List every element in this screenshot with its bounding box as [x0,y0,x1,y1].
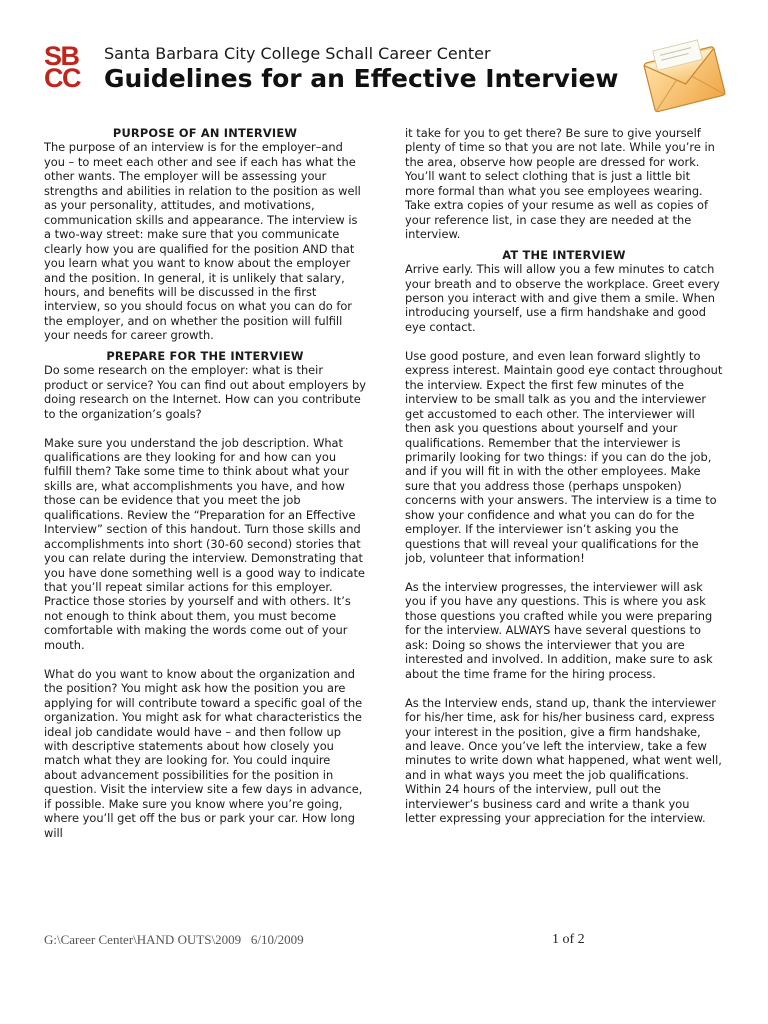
sbcc-logo [44,41,96,93]
at-interview-paragraph-3: As the interview progresses, the interviewer will ask you if you have any questions. This is where you ask those questions you crafted while you were preparing for the interview. ALWAYS have several questions to ask: Doing so shows the interviewer that you are interested and involved. In addition, make sure to ask about the time frame for the hiring process. [405,580,713,681]
envelope-icon [640,32,730,116]
right-column [405,126,723,840]
purpose-heading: PURPOSE OF AN INTERVIEW [112,126,298,140]
prepare-paragraph-2: Make sure you understand the job description. What qualifications are they looking for and how can you fulfill them? Take some time to think about what your skills are, what accomplishments you have, and how those can be evidence that you meet the job qualifications. Review the “Preparation for an Effective Interview” section of this handout. Turn those skills and accomplishments into short (30-60 second) stories that you can relate during the interview. Demonstrating that you have done something well is a good way to indicate that you’ll repeat similar actions for this employer. Practice those stories by yourself and with others. It’s not enough to think about them, you must become comfortable with making the words come out of your mouth. [44,435,365,652]
document-header [44,42,724,102]
at-interview-heading: AT THE INTERVIEW [502,247,626,262]
prepare-paragraph-3: What do you want to know about the organization and the position? You might ask how the position you are applying for will contribute toward a specific goal of the organization. You might ask for what characteristics the ideal job candidate would have – and then follow up with descriptive statements about how closely you match what they are looking for. You could inquire about advancement possibilities for the position in question. Visit the interview site a few days in advance, if possible. Make sure you know where you’re going, where you’ll get off the bus or park your car. How long will [44,666,363,840]
prepare-heading: PREPARE FOR THE INTERVIEW [106,348,304,363]
footer-file-path: G:\Career Center\HAND OUTS\2009 6/10/2009 [44,932,304,947]
document-title: Guidelines for an Effective Interview [104,64,619,93]
continued-paragraph: it take for you to get there? Be sure to give yourself plenty of time so that you are not late. While you’re in the area, observe how people are dressed for work. You’ll want to select clothing that is just a little bit more formal than what you see employees wearing. Take extra copies of your resume as well as copies of your reference list, in case they are needed at the interview. [405,126,715,242]
logo-line-2: CC [44,63,80,93]
purpose-paragraph: The purpose of an interview is for the employer–and you – to meet each other and see if each has what the other wants. The employer will be assessing your strengths and abilities in relation to the position as well as your personality, attitudes, and motivations, communication skills and appearance. The interview is a two-way street: make sure that you communicate clearly how you are qualified for the position AND that you learn what you want to know about the employer and the position. In general, it is unlikely that salary, hours, and benefits will be discussed in the first interview, so you should focus on what you can do for the employer, and on whether the position will fulfill your needs for career growth. [44,140,361,343]
logo-line-1: SB [44,41,79,71]
prepare-paragraph-1: Do some research on the employer: what is their product or service? You can find out about employers by doing research on the Internet. How can you contribute to the organization’s goals? [44,363,366,421]
at-interview-paragraph-2: Use good posture, and even lean forward slightly to express interest. Maintain good eye contact throughout the interview. Expect the first few minutes of the interview to be small talk as you and the interviewer get accustomed to each other. The interviewer will then ask you questions about yourself and your qualifications. Remember that the interviewer is primarily looking for two things: if you can do the job, and if you will fit in with the other employees. Make sure that you address those (perhaps unspoken) concerns with your answers. The interview is a time to show your confidence and what you can do for the employer. If the interviewer isn’t asking you the questions that will reveal your qualifications for the job, volunteer that information! [405,348,723,566]
left-column [44,126,366,855]
org-name: Santa Barbara City College Schall Career Center [104,44,491,63]
page-number: 1 of 2 [552,932,585,947]
at-interview-paragraph-4: As the Interview ends, stand up, thank the interviewer for his/her time, ask for his/her business card, express your interest in the position, give a firm handshake, and leave. Once you’ve left the interview, take a few minutes to write down what happened, what went well, and in what ways you meet the job qualifications. Within 24 hours of the interview, pull out the interviewer’s business card and write a thank you letter expressing your appreciation for the interview. [405,695,722,826]
at-interview-paragraph-1: Arrive early. This will allow you a few minutes to catch your breath and to observe the workplace. Greet every person you interact with and give them a smile. When introducing yourself, use a firm handshake and good eye contact. [405,262,720,334]
